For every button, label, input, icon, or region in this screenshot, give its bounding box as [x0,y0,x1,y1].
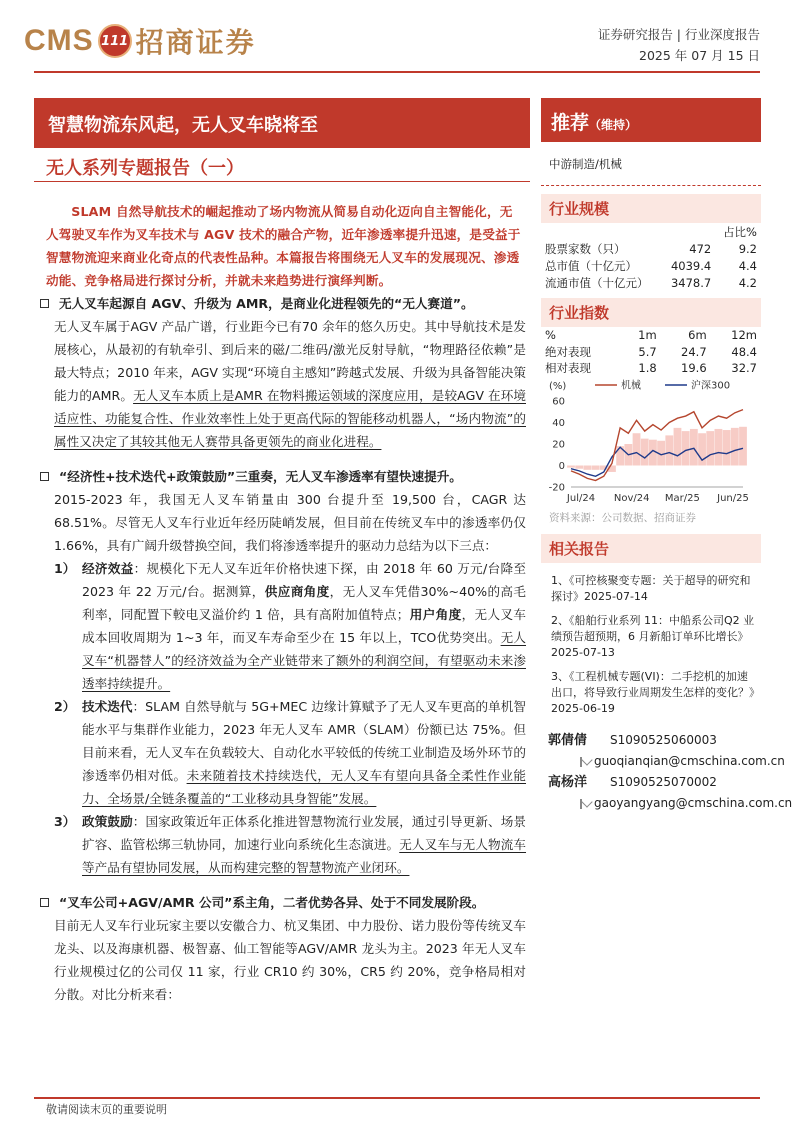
abstract: SLAM 自然导航技术的崛起推动了场内物流从简易自动化迈向自主智能化，无人驾驶叉车作为叉车技术与 AGV 技术的融合产物，近年渗透率提升迅速，是受益于智慧物流迎来商业化奇点的代表性品种。本篇报告将围绕无人叉车的发展现况、渗透动能、竞争格局进行探讨分析，并就未来趋势进行演绎判断。 [46,204,521,288]
column-header: 占比% [723,224,757,239]
table-cell: 流通市值（十亿元） [545,275,649,290]
report-type: 证券研究报告 | 行业深度报告 [597,27,760,42]
main-body [40,292,526,1006]
analyst-name: 高杨洋 [548,775,588,790]
table-row [541,274,761,291]
paragraph [40,315,526,453]
report-title: 智慧物流东风起，无人叉车晓将至 [34,98,530,148]
table-cell: 4039.4 [670,258,712,273]
list-item-bold: 供应商角度 [264,584,330,599]
bullet-square-icon [40,472,49,481]
list-item-text: ：国家政策近年正体系化推进智慧物流行业发展，通过引导更新、场景扩容、监管松绑三轨协同，加速行业向系统化生态演进。 [82,814,527,852]
table-cell: 股票家数（只） [545,241,626,256]
report-link[interactable]: 2、《船舶行业系列 11：中船系公司Q2 业绩预告超预期，6 月新船订单环比增长》2025-07-13 [551,614,755,659]
index-chart-svg [541,375,761,510]
list-item-underlined: 无人叉车“机器替人”的经济效益为全产业链带来了额外的利润空间，有望驱动未来渗透率持续提升。 [82,630,527,691]
rating-main: 推荐 [551,112,590,134]
x-tick-label: Mar/25 [664,493,700,504]
series-relative-bar [567,466,575,468]
bullet-heading-3 [40,891,526,914]
series-relative-bar [723,430,731,465]
related-reports [541,534,761,725]
paragraph: 2015-2023 年，我国无人叉车销量由 300 台提升至 19,500 台，CAGR 达68.51%。尽管无人叉车行业近年经历陡峭发展，但目前在传统叉车中的渗透率仍仅 1.66%，具有广阔升级替换空间，我们将渗透率提升的驱动力总结为以下三点： [54,492,526,553]
table-cell: 32.7 [731,361,757,376]
table-header-row [541,327,761,344]
report-date: 2025 年 07 月 15 日 [639,48,760,63]
series-relative-bar [641,439,649,466]
series-relative-bar [715,429,723,466]
bullet-square-icon [40,299,49,308]
section-title: 行业规模 [541,194,761,223]
list-item-text: ：规模化下无人叉车近年价格快速下探，由 2018 年 60 万元/台降至 2023 年 22 万元/台。据测算， [82,561,526,599]
analyst-row [548,772,763,793]
column-header: 6m [688,328,707,343]
analyst-row [548,751,785,772]
email-icon [580,799,582,809]
table-cell: 9.2 [738,241,757,256]
list-number: 2） [54,699,76,714]
report-link[interactable]: 3、《工程机械专题(VI)：二手挖机的加速出口，将导致行业周期发生怎样的变化？》2025-06-19 [551,670,755,715]
paragraph: 目前无人叉车行业玩家主要以安徽合力、杭叉集团、中力股份、诺力股份等传统叉车龙头、以及海康机器、极智嘉、仙工智能等AGV/AMR 龙头为主。2023 年无人叉车行业规模过亿的公司仅 11 家，行业 CR10 约 30%，CR5 约 20%，竞争格局相对分散。对比分析来看： [54,918,526,1002]
table-row [541,344,761,361]
list-item-text: ：SLAM 自然导航与 5G+MEC 边缘计算赋予了无人叉车更高的单机智能水平与集群作业能力，2023 年无人叉车 AMR（SLAM）份额已达 75%。但目前来看，无人叉车在负载较大、自动化水平较低的传统工业制造及场外环节的渗透率仍相对低。 [82,699,526,783]
list-item [40,695,526,810]
series-relative-bar [633,433,641,465]
table-cell: 5.7 [638,344,657,359]
analyst-cert: S1090525070002 [610,775,717,789]
section-title: 相关报告 [541,534,761,563]
x-tick-label: Jul/24 [566,493,596,504]
report-subtitle: 无人系列专题报告（一） [46,158,244,179]
industry-label: 中游制造/机械 [549,157,622,171]
brand-logo [24,22,256,60]
performance-table [541,327,761,377]
series-relative-bar [739,427,747,466]
email-icon [580,757,582,767]
table-row [541,257,761,274]
footer-divider [34,1097,760,1099]
list-item [40,557,526,695]
table-cell: 48.4 [731,344,757,359]
legend-label: 沪深300 [691,380,731,392]
industry-divider [541,185,761,186]
y-tick-label: 0 [558,461,565,472]
header-divider [34,71,760,73]
scale-table [541,223,761,291]
list-item-text: ，无人叉车凭借30%~40%的高毛利率，同配置下較电叉溢价约 1 倍，具有高附加值特点； [82,584,527,622]
series-relative-bar [665,435,673,465]
industry-scale-section [541,194,761,291]
table-cell: 1.8 [638,361,657,376]
series-relative-bar [583,466,591,470]
series-relative-bar [706,431,714,465]
y-tick-label: 20 [552,439,565,451]
analysts [548,730,793,814]
bullet-title: “叉车公司+AGV/AMR 公司”系主角，二者优势各异、处于不同发展阶段。 [59,895,485,910]
list-item-bold: 用户角度 [409,607,462,622]
column-header: 12m [731,328,757,343]
bullet-heading-2 [40,465,526,488]
table-cell: 472 [689,241,712,256]
list-number: 3） [54,814,76,829]
list-item-head: 技术迭代 [82,699,133,714]
bullet-heading-1 [40,292,526,315]
list-item-text: ，无人叉车成本回收周期为 1~3 年，而叉车寿命至少在 15 年以上，TCO优势突出。 [82,607,527,645]
bullet-title: “经济性+技术迭代+政策鼓励”三重奏，无人叉车渗透率有望快速提升。 [59,469,462,484]
bullet-square-icon [40,898,49,907]
table-cell: 4.4 [738,258,757,273]
y-tick-label: 60 [552,396,565,408]
rating-box [541,98,761,142]
report-link[interactable]: 1、《可控核聚变专题：关于超导的研究和探讨》2025-07-14 [551,574,751,603]
section-title: 行业指数 [541,298,761,327]
list-item-head: 政策鼓励 [82,814,133,829]
table-row [541,240,761,257]
index-chart [541,375,761,510]
table-cell: 19.6 [681,361,707,376]
y-tick-label: 40 [552,418,565,429]
y-tick-label: -20 [548,482,565,494]
list-item-head: 经济效益 [82,561,134,576]
chart-source: 资料来源：公司数据、招商证券 [549,512,696,524]
y-axis-label: (%) [549,381,567,392]
table-cell: 相对表现 [545,361,591,376]
logo-mark-icon: 111 [98,24,132,58]
paragraph-underlined: 无人叉车本质上是AMR 在物料搬运领域的深度应用，是较AGV 在环境适应性、功能复合性、作业效率性上处于更高代际的智能移动机器人，“场内物流”的属性又决定了其较其他无人赛带具备更领先的商业化进程。 [54,388,526,449]
analyst-row [548,730,763,751]
table-cell: 绝对表现 [545,344,591,359]
legend-label: 机械 [621,380,641,392]
paragraph-text: 无人叉车属于AGV 产品广谱，行业距今已有70 余年的悠久历史。其中导航技术是发展核心，从最初的有轨牵引、到后来的磁/二维码/激光反射导航，“物理路径依赖”是最大特点；2010 年来，AGV 实现“环境自主感知”跨越式发展、升级为具备智能决策能力的AMR。 [54,319,526,403]
table-cell: 总市值（十亿元） [545,258,637,273]
header-meta [598,24,760,66]
series-relative-bar [731,428,739,466]
x-tick-label: Nov/24 [613,493,650,504]
subtitle-divider [34,181,530,182]
analyst-email[interactable]: gaoyangyang@cmschina.com.cn [594,796,793,810]
analyst-cert: S1090525060003 [610,733,717,747]
series-relative-bar [682,431,690,465]
column-header: % [545,328,556,343]
series-relative-bar [592,466,600,470]
series-relative-bar [674,428,682,466]
list-item [40,810,526,879]
table-cell: 4.2 [738,275,757,290]
list-number: 1） [54,561,76,576]
series-relative-bar [575,466,583,469]
footer-note: 敬请阅读末页的重要说明 [46,1103,167,1116]
column-header: 1m [638,328,657,343]
series-relative-bar [690,429,698,466]
analyst-email[interactable]: guoqianqian@cmschina.com.cn [594,754,785,768]
industry-index-section [541,298,761,377]
x-tick-label: Jun/25 [717,493,749,504]
analyst-row [548,793,793,814]
list-item-underlined: 无人叉车与无人物流车等产品有望协同发展，从而构建完整的智慧物流产业闭环。 [82,837,527,875]
table-cell: 24.7 [681,344,707,359]
list-item-underlined: 未来随着技术持续迭代，无人叉车有望向具备全柔性作业能力、全场景/全链条覆盖的“工业移动具身智能”发展。 [82,768,527,806]
logo-text-cn: 招商证券 [135,26,256,59]
table-cell: 3478.7 [670,275,712,290]
analyst-name: 郭倩倩 [548,733,588,748]
bullet-title: 无人叉车起源自 AGV、升级为 AMR，是商业化进程领先的“无人赛道”。 [59,296,474,311]
report-list [541,563,761,717]
logo-text-en: CMS [24,24,94,57]
rating-sub: （维持） [589,118,638,132]
